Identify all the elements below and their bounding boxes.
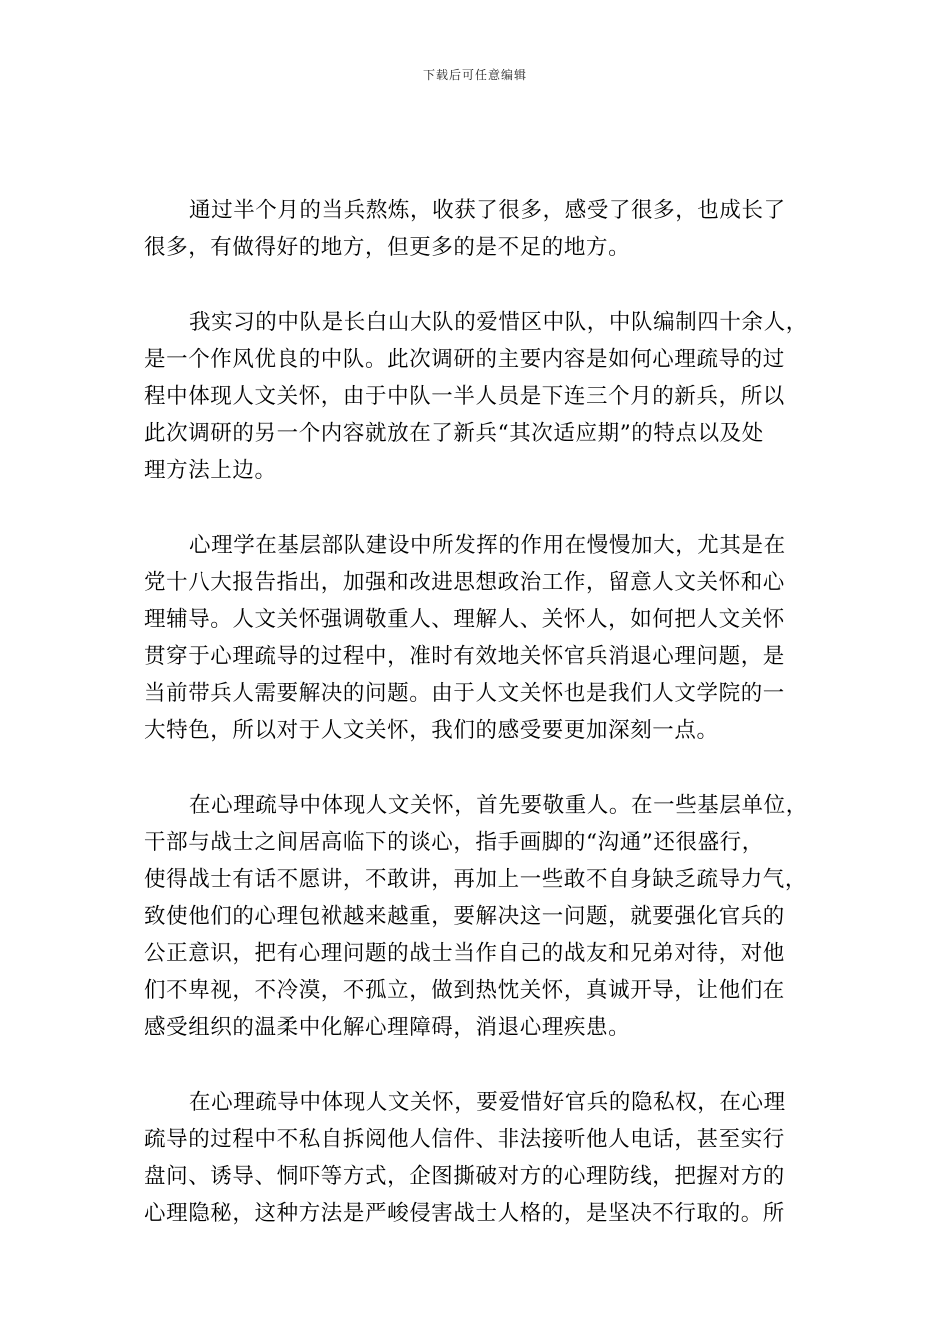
header-note: 下载后可任意编辑 (422, 68, 527, 82)
paragraph-line: 使得战士有话不愿讲，不敢讲，再加上一些敢不自身缺乏疏导力气， (144, 867, 808, 892)
paragraph-line: 很多，有做得好的地方，但更多的是不足的地方。 (144, 235, 631, 260)
paragraph-line: 贯穿于心理疏导的过程中，准时有效地关怀官兵消退心理问题，是 (144, 644, 785, 669)
paragraph-2 (144, 304, 806, 489)
paragraph-line: 理辅导。人文关怀强调敬重人、理解人、关怀人，如何把人文关怀 (144, 607, 785, 632)
paragraph-line: 干部与战士之间居高临下的谈心，指手画脚的“沟通”还很盛行， (144, 830, 764, 855)
paragraph-line: 在心理疏导中体现人文关怀，要爱惜好官兵的隐私权，在心理 (189, 1090, 786, 1115)
paragraph-line: 程中体现人文关怀，由于中队一半人员是下连三个月的新兵，所以 (144, 384, 785, 409)
paragraph-line: 心理隐秘，这种方法是严峻侵害战士人格的，是坚决不行取的。所 (144, 1201, 785, 1226)
paragraph-4 (144, 787, 806, 1046)
paragraph-line: 公正意识，把有心理问题的战士当作自己的战友和兄弟对待，对他 (144, 941, 785, 966)
paragraph-line: 此次调研的另一个内容就放在了新兵“其次适应期”的特点以及处 (144, 421, 764, 446)
paragraph-1 (144, 192, 806, 266)
paragraph-line: 理方法上边。 (144, 458, 277, 483)
paragraph-5 (144, 1084, 806, 1232)
paragraph-line: 盘问、诱导、恫吓等方式，企图撕破对方的心理防线，把握对方的 (144, 1164, 785, 1189)
paragraph-line: 致使他们的心理包袱越来越重，要解决这一问题，就要强化官兵的 (144, 904, 785, 929)
paragraph-line: 当前带兵人需要解决的问题。由于人文关怀也是我们人文学院的一 (144, 681, 785, 706)
paragraph-line: 是一个作风优良的中队。此次调研的主要内容是如何心理疏导的过 (144, 347, 785, 372)
paragraph-line: 我实习的中队是长白山大队的爱惜区中队，中队编制四十余人， (189, 310, 808, 335)
paragraph-line: 在心理疏导中体现人文关怀，首先要敬重人。在一些基层单位， (189, 793, 808, 818)
paragraph-line: 心理学在基层部队建设中所发挥的作用在慢慢加大，尤其是在 (189, 533, 786, 558)
paragraph-line: 通过半个月的当兵熬炼，收获了很多，感受了很多，也成长了 (189, 198, 786, 223)
paragraph-3 (144, 527, 806, 749)
paragraph-line: 疏导的过程中不私自拆阅他人信件、非法接听他人电话，甚至实行 (144, 1127, 785, 1152)
paragraph-line: 大特色，所以对于人文关怀，我们的感受要更加深刻一点。 (144, 718, 719, 743)
paragraph-line: 党十八大报告指出，加强和改进思想政治工作，留意人文关怀和心 (144, 570, 785, 595)
paragraph-line: 们不卑视，不冷漠，不孤立，做到热忱关怀，真诚开导，让他们在 (144, 978, 785, 1003)
paragraph-line: 感受组织的温柔中化解心理障碍，消退心理疾患。 (144, 1015, 631, 1040)
document-body (144, 192, 806, 1270)
